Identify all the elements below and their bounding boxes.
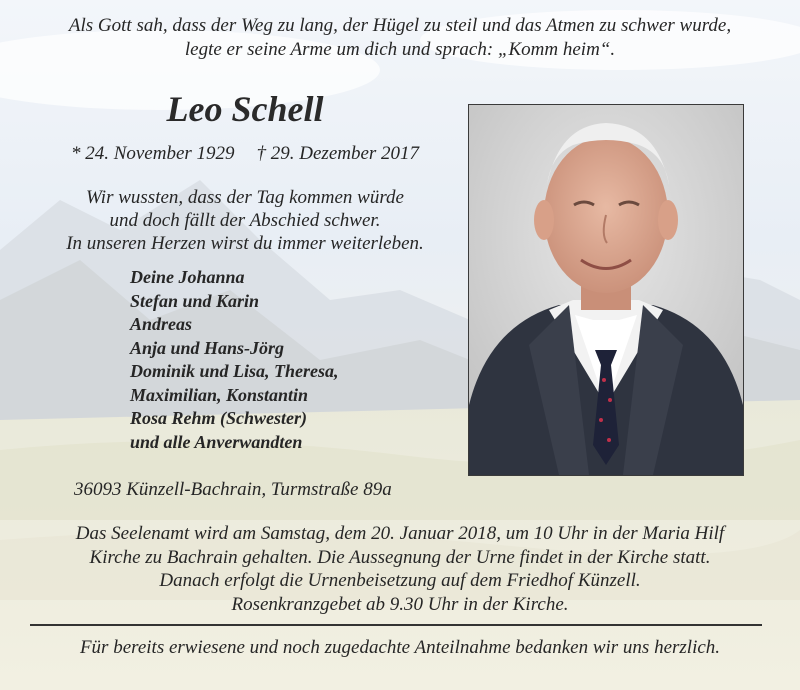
birth-date: * 24. November 1929 [70,143,235,164]
service-line: Rosenkranzgebet ab 9.30 Uhr in der Kirche. [231,593,569,615]
mourner-entry: Deine Johanna [130,267,245,287]
life-dates [60,143,430,165]
thanks-note: Für bereits erwiesene und noch zugedachte Anteilnahme bedanken wir uns herzlich. [79,637,721,658]
verse-line: Wir wussten, dass der Tag kommen würde [86,187,404,208]
verse-line: und doch fällt der Abschied schwer. [109,210,381,231]
mourner-entry: Stefan und Karin [130,290,260,311]
deceased-name: Leo Schell [166,89,324,129]
mourners-list [130,266,339,454]
mourner-entry: Maximilian, Konstantin [130,384,309,405]
death-date: † 29. Dezember 2017 [256,143,420,164]
service-line: Das Seelenamt wird am Samstag, dem 20. Januar 2018, um 10 Uhr in der Maria Hilf [75,523,725,544]
intro-line: legte er seine Arme um dich und sprach: „Komm heim“. [184,39,616,60]
service-line: Danach erfolgt die Urnenbeisetzung auf dem Friedhof Künzell. [159,570,641,591]
farewell-verse [30,186,460,255]
verse-line: In unseren Herzen wirst du immer weiterleben. [66,233,424,254]
mourner-entry: und alle Anverwandten [130,431,303,452]
service-line: Kirche zu Bachrain gehalten. Die Aussegnung der Urne findet in der Kirche statt. [89,546,711,568]
mourner-entry: Anja und Hans-Jörg [130,337,285,358]
intro-poem [0,14,800,62]
portrait-photo [468,104,744,476]
service-announcement [0,522,800,616]
mourner-entry: Dominik und Lisa, Theresa, [130,361,339,381]
address: 36093 Künzell-Bachrain, Turmstraße 89a [74,479,392,500]
mourner-entry: Andreas [130,314,193,334]
intro-line: Als Gott sah, dass der Weg zu lang, der Hügel zu steil und das Atmen zu schwer wurde, [68,15,732,36]
divider [30,624,762,626]
mourner-entry: Rosa Rehm (Schwester) [130,408,308,428]
